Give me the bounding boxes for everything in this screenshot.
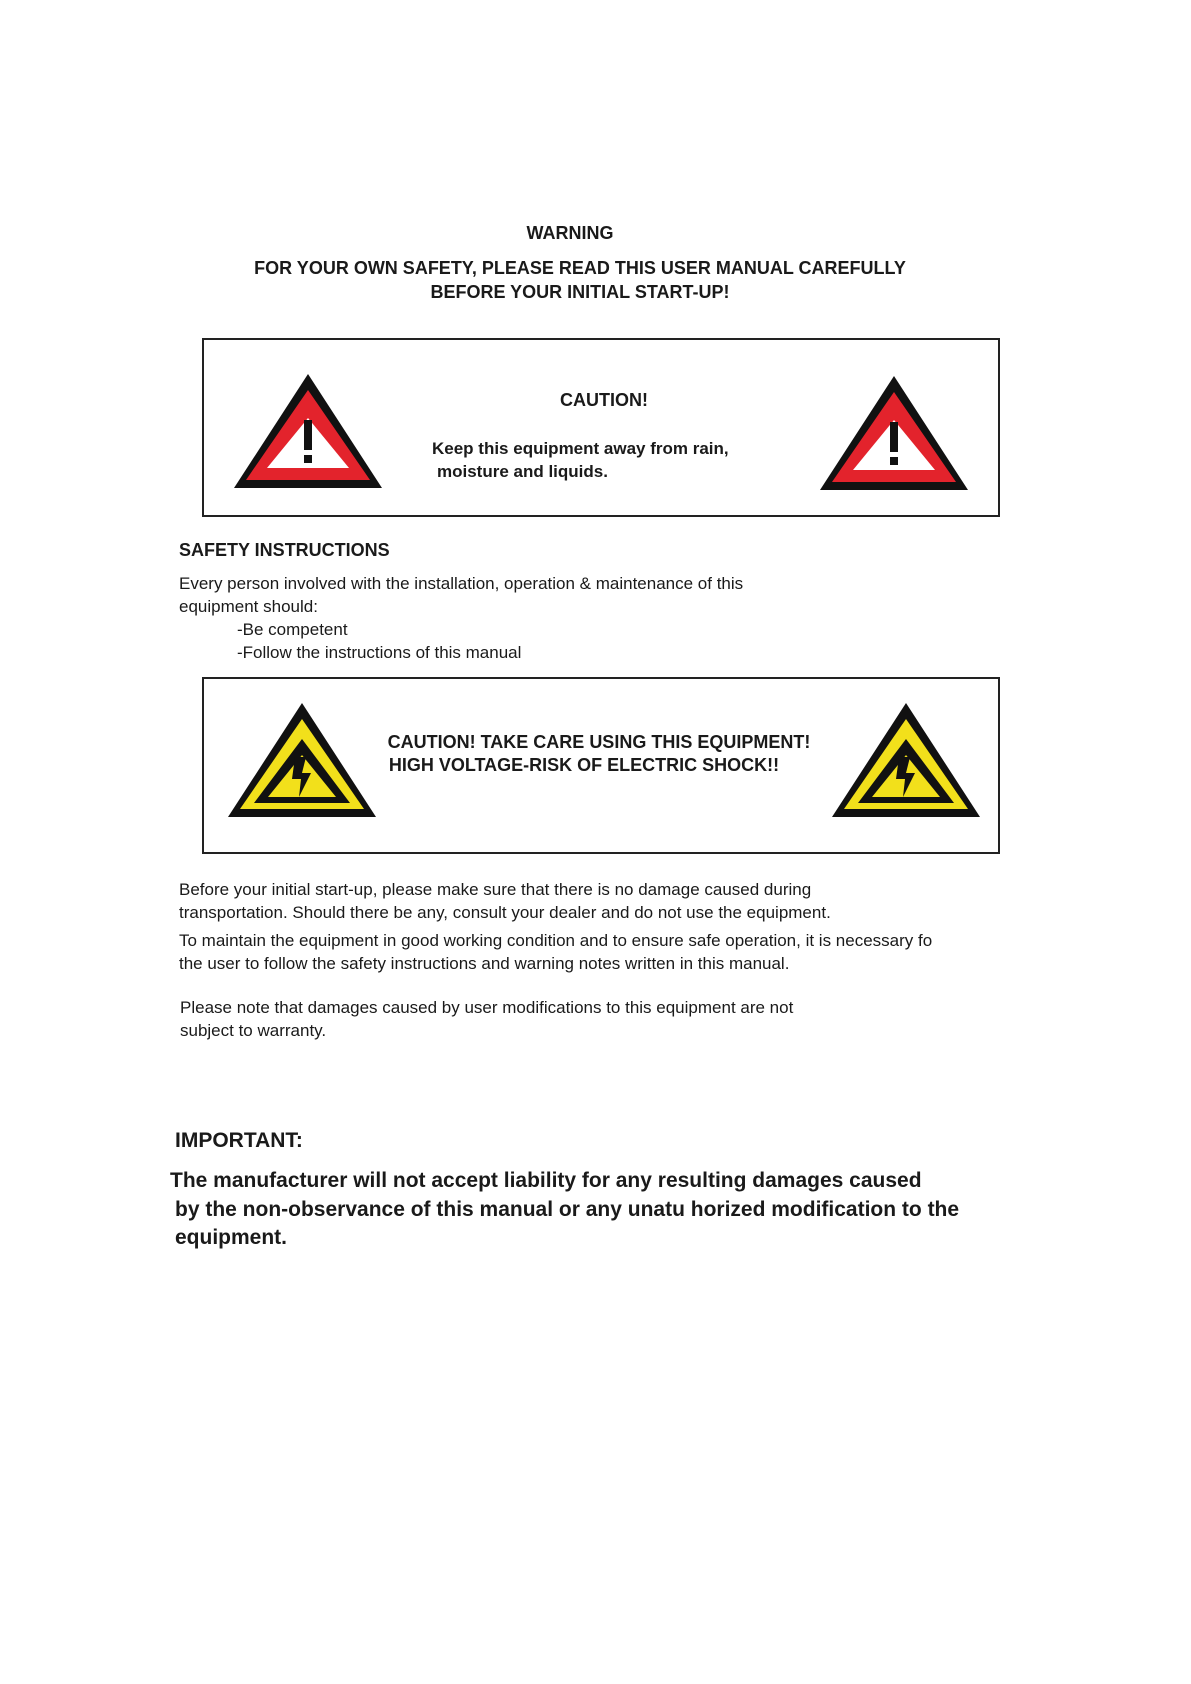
caution-box-rain	[202, 338, 1000, 517]
caution-rain-line-1: Keep this equipment away from rain,	[432, 439, 729, 458]
safety-list-item: -Be competent	[237, 620, 348, 639]
safety-intro-line-2: equipment should:	[179, 597, 318, 616]
caution-title: CAUTION!	[560, 390, 648, 410]
note-paragraph-2-line-1: To maintain the equipment in good working condition and to ensure safe operation, it is necessary fo	[179, 931, 933, 950]
high-voltage-icon	[224, 699, 380, 821]
note-paragraph-1-line-2: transportation. Should there be any, consult your dealer and do not use the equipment.	[179, 903, 831, 922]
note-paragraph-3-line-2: subject to warranty.	[180, 1021, 327, 1040]
warning-triangle-icon	[816, 372, 972, 494]
note-paragraph-1-line-1: Before your initial start-up, please make sure that there is no damage caused during	[179, 880, 812, 899]
important-line-1: The manufacturer will not accept liability for any resulting damages caused	[170, 1169, 922, 1192]
safety-list-item: -Follow the instructions of this manual	[237, 643, 522, 662]
caution-rain-line-2: moisture and liquids.	[437, 462, 608, 481]
warning-line-1: FOR YOUR OWN SAFETY, PLEASE READ THIS USER MANUAL CAREFULLY	[254, 258, 906, 278]
high-voltage-icon	[828, 699, 984, 821]
warning-triangle-icon	[230, 370, 386, 492]
warning-line-2: BEFORE YOUR INITIAL START-UP!	[430, 282, 730, 302]
note-paragraph-2-line-2: the user to follow the safety instructions and warning notes written in this manual.	[179, 954, 790, 973]
high-voltage-line-1: CAUTION! TAKE CARE USING THIS EQUIPMENT!	[387, 732, 811, 752]
important-line-2: by the non-observance of this manual or any unatu horized modification to the	[175, 1198, 960, 1221]
safety-intro-line-1: Every person involved with the installation, operation & maintenance of this	[179, 574, 744, 593]
warning-title: WARNING	[526, 223, 614, 243]
caution-box-high-voltage	[202, 677, 1000, 854]
safety-instructions-heading: SAFETY INSTRUCTIONS	[179, 540, 390, 560]
important-line-3: equipment.	[175, 1226, 288, 1249]
high-voltage-line-2: HIGH VOLTAGE-RISK OF ELECTRIC SHOCK!!	[388, 755, 780, 775]
note-paragraph-3-line-1: Please note that damages caused by user modifications to this equipment are not	[180, 998, 794, 1017]
important-label: IMPORTANT:	[175, 1129, 303, 1152]
